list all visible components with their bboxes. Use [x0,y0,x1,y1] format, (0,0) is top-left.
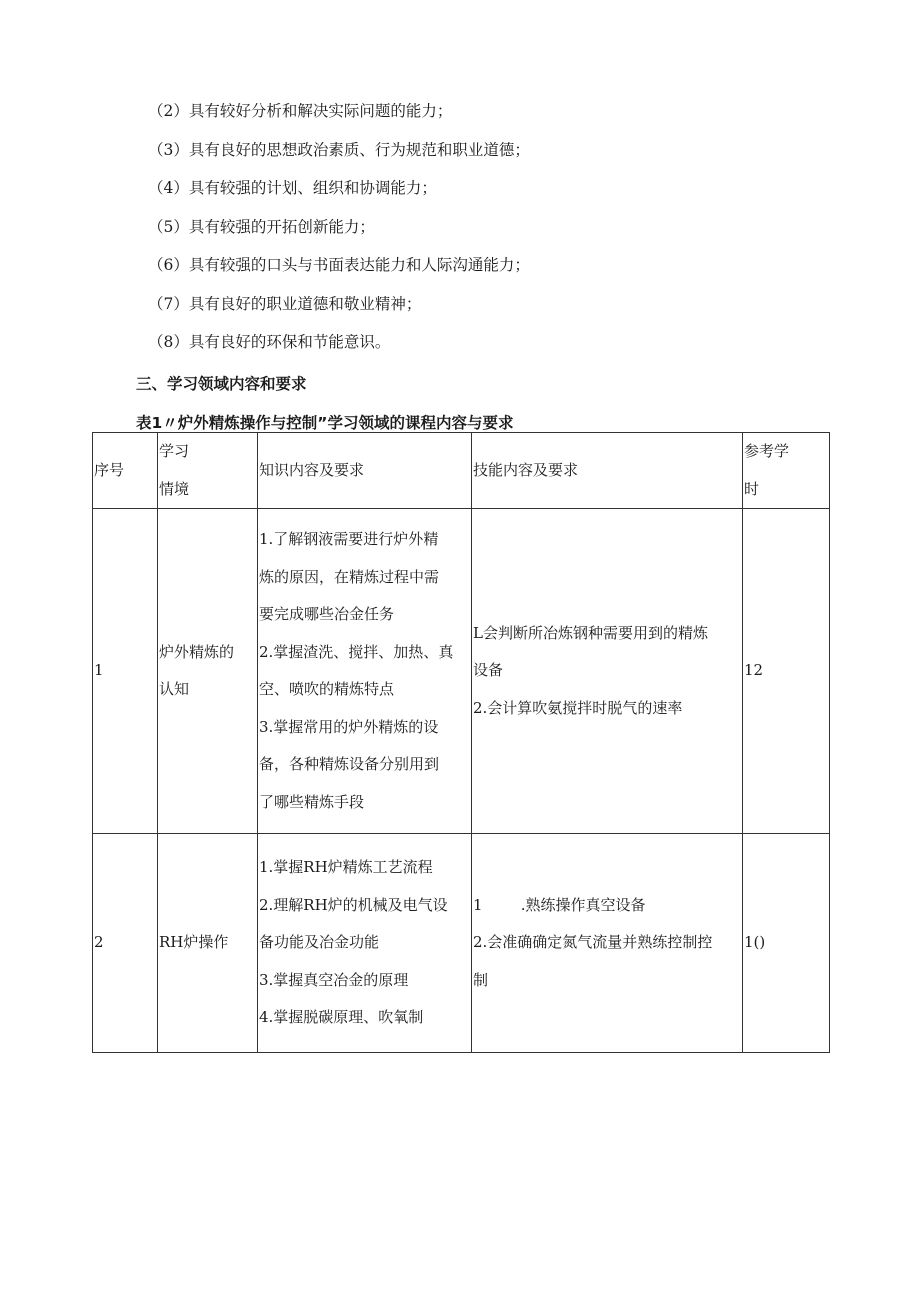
section-heading: 三、学习领域内容和要求 [136,375,307,393]
cell-index: 2 [93,834,158,1053]
list-item: （3）具有良好的思想政治素质、行为规范和职业道德； [148,140,530,159]
table-caption: 表1〃炉外精炼操作与控制”学习领域的课程内容与要求 [136,414,514,432]
list-item: （6）具有较强的口头与书面表达能力和人际沟通能力； [148,256,530,274]
list-item: （7）具有良好的职业道德和敬业精神； [148,294,422,313]
header-scenario: 学习 情境 [158,433,258,509]
list-item: （5）具有较强的开拓创新能力； [148,217,375,236]
header-knowledge: 知识内容及要求 [258,433,472,509]
header-skills: 技能内容及要求 [472,433,743,509]
cell-skills: L会判断所冶炼钢种需要用到的精炼 设备 2.会计算吹氨搅拌时脱气的速率 [472,509,743,834]
header-index: 序号 [93,433,158,509]
cell-knowledge: 1.掌握RH炉精炼工艺流程 2.理解RH炉的机械及电气设 备功能及冶金功能 3.掌握真空冶金的原理 4.掌握脱碳原理、吹氧制 [258,834,472,1053]
cell-scenario: 炉外精炼的 认知 [158,509,258,834]
cell-skills: 1 .熟练操作真空设备 2.会准确确定氮气流量并熟练控制控 制 [472,834,743,1053]
cell-scenario: RH炉操作 [158,834,258,1053]
table-header-row [93,433,830,509]
list-item: （2）具有较好分析和解决实际问题的能力； [148,102,453,120]
table-row [93,509,830,834]
ability-list [148,92,530,362]
cell-knowledge: 1.了解钢液需要进行炉外精 炼的原因，在精炼过程中需 要完成哪些冶金任务 2.掌握渣洗、搅拌、加热、真 空、喷吹的精炼特点 3.掌握常用的炉外精炼的设 备，各种精炼设备分别用到 了哪些精炼手段 [258,509,472,834]
table-row [93,834,830,1053]
cell-index: 1 [93,509,158,834]
course-table [92,432,830,1053]
cell-hours: 12 [743,509,830,834]
list-item: （4）具有较强的计划、组织和协调能力； [148,179,437,197]
cell-hours: 1() [743,834,830,1053]
list-item: （8）具有良好的环保和节能意识。 [148,333,391,351]
header-hours: 参考学 时 [743,433,830,509]
